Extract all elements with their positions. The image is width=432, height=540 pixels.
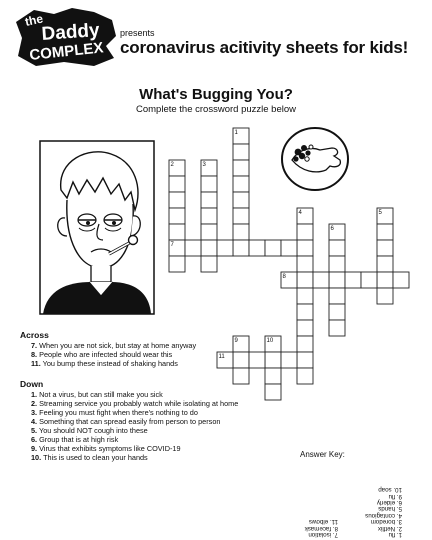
down-clue: 1. Not a virus, but can still make you sick [31, 390, 163, 399]
crossword-cell[interactable] [169, 176, 185, 192]
clue-number: 1 [234, 130, 238, 136]
down-heading: Down [20, 379, 44, 389]
across-clue: 7. When you are not sick, but stay at home anyway [31, 341, 197, 350]
crossword-cell[interactable] [329, 288, 345, 304]
crossword-cell[interactable] [265, 240, 281, 256]
crossword-cell[interactable] [185, 240, 201, 256]
crossword-cell[interactable] [201, 240, 217, 256]
crossword-cell[interactable] [281, 352, 297, 368]
crossword-cell[interactable] [169, 192, 185, 208]
clue-number: 7 [170, 242, 174, 248]
answer-key-title: Answer Key: [300, 450, 345, 459]
crossword-cell[interactable] [169, 224, 185, 240]
down-clue: 9. Virus that exhibits symptoms like COVID-19 [31, 444, 181, 453]
crossword-cell[interactable] [377, 272, 393, 288]
crossword-cell[interactable] [329, 256, 345, 272]
down-clue: 4. Something that can spread easily from person to person [31, 417, 221, 426]
crossword-cell[interactable] [233, 240, 249, 256]
crossword-cell[interactable] [377, 224, 393, 240]
crossword-cell[interactable] [233, 176, 249, 192]
clue-number: 4 [298, 210, 302, 216]
clue-number: 6 [330, 226, 334, 232]
crossword-cell[interactable] [265, 352, 281, 368]
svg-text:the: the [23, 11, 45, 29]
crossword-cell[interactable] [249, 352, 265, 368]
crossword-cell[interactable] [249, 240, 265, 256]
crossword-cell[interactable] [297, 288, 313, 304]
crossword-cell[interactable] [201, 208, 217, 224]
crossword-cell[interactable] [329, 240, 345, 256]
crossword-cell[interactable] [169, 208, 185, 224]
crossword-cell[interactable] [377, 256, 393, 272]
crossword-cell[interactable] [297, 240, 313, 256]
crossword-cell[interactable] [217, 240, 233, 256]
crossword-cell[interactable] [201, 224, 217, 240]
crossword-cell[interactable] [377, 240, 393, 256]
across-heading: Across [20, 330, 49, 340]
crossword-cell[interactable] [297, 224, 313, 240]
clue-number: 3 [202, 162, 206, 168]
crossword-cell[interactable] [233, 352, 249, 368]
down-clues [20, 380, 238, 462]
crossword-cell[interactable] [297, 304, 313, 320]
answer-key [292, 461, 410, 537]
crossword-cell[interactable] [297, 256, 313, 272]
clue-number: 10 [266, 338, 274, 344]
crossword-cell[interactable] [377, 288, 393, 304]
down-clue: 5. You should NOT cough into these [31, 426, 148, 435]
crossword-cell[interactable] [345, 272, 361, 288]
crossword-cell[interactable] [297, 368, 313, 384]
clue-number: 8 [282, 274, 286, 280]
crossword-cell[interactable] [233, 160, 249, 176]
clue-number: 2 [170, 162, 174, 168]
crossword-cell[interactable] [201, 192, 217, 208]
down-clue: 2. Streaming service you probably watch while isolating at home [31, 399, 239, 408]
answer-key-down-column: 1. flu 2. Netflix 3. boredom 4. contagious 5. hands 6. elderly 9. flu 10. soap [365, 486, 402, 538]
crossword-cell[interactable] [297, 320, 313, 336]
across-clues [20, 331, 196, 368]
crossword-cell[interactable] [281, 240, 297, 256]
crossword-cell[interactable] [233, 192, 249, 208]
crossword-cell[interactable] [361, 272, 377, 288]
down-clue: 10. This is used to clean your hands [31, 453, 148, 462]
clue-number: 5 [378, 210, 382, 216]
down-clue: 3. Feeling you must fight when there's nothing to do [31, 408, 198, 417]
across-clue: 8. People who are infected should wear this [31, 350, 173, 359]
clue-number: 9 [234, 338, 238, 344]
crossword-cell[interactable] [297, 352, 313, 368]
page-title: What's Bugging You? [139, 86, 293, 103]
clue-number: 11 [218, 354, 225, 360]
crossword-cell[interactable] [329, 272, 345, 288]
presents-label: presents [120, 28, 155, 38]
crossword-cell[interactable] [393, 272, 409, 288]
crossword-cell[interactable] [233, 208, 249, 224]
crossword-cell[interactable] [201, 256, 217, 272]
svg-text:COMPLEX: COMPLEX [28, 39, 105, 64]
crossword-cell[interactable] [233, 144, 249, 160]
crossword-cell[interactable] [233, 224, 249, 240]
crossword-cell[interactable] [265, 384, 281, 400]
across-clue: 11. You bump these instead of shaking hands [31, 359, 178, 368]
crossword-cell[interactable] [169, 256, 185, 272]
answer-key-across-column: 7. isolation 8. facemask 11. elbows [304, 518, 338, 538]
svg-text:Daddy: Daddy [40, 19, 101, 45]
crossword-cell[interactable] [329, 320, 345, 336]
crossword-cell[interactable] [265, 368, 281, 384]
down-clue: 6. Group that is at high risk [31, 435, 119, 444]
instructions: Complete the crossword puzzle below [136, 104, 296, 115]
crossword-cell[interactable] [329, 304, 345, 320]
crossword-cell[interactable] [297, 336, 313, 352]
crossword-cell[interactable] [297, 272, 313, 288]
subtitle: coronavirus acitivity sheets for kids! [120, 38, 409, 57]
crossword-cell[interactable] [313, 272, 329, 288]
crossword-cell[interactable] [201, 176, 217, 192]
